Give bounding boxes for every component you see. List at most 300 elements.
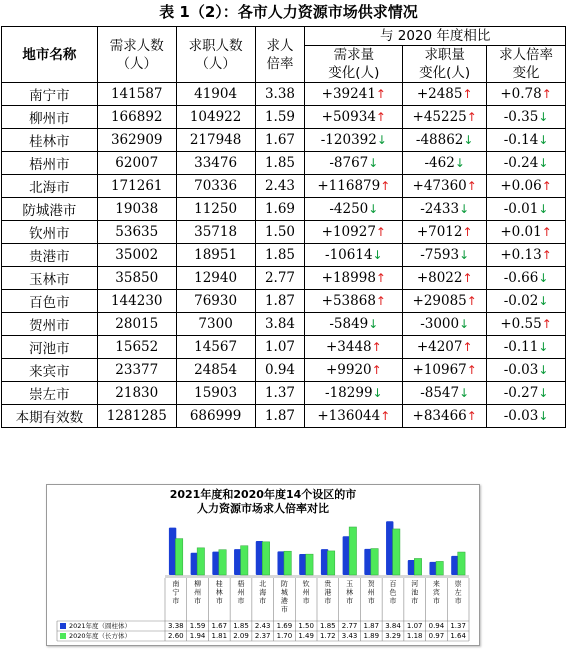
cell-value: 1.37 <box>264 385 295 401</box>
cell-value: 1.87 <box>264 293 295 309</box>
cell-s-change <box>403 336 487 359</box>
value-label-2020: 1.94 <box>189 632 206 640</box>
cell-value: 362909 <box>110 132 163 148</box>
cell-value: +83466 <box>412 408 467 424</box>
cell-value: 18951 <box>194 247 238 263</box>
cell-value: 北海市 <box>29 180 70 196</box>
cell-value: -2433 <box>420 201 460 217</box>
cell-value: 1.87 <box>264 408 295 424</box>
cell-supply <box>176 244 255 267</box>
cell-city <box>2 152 98 175</box>
arrow-down-icon: ↓ <box>538 363 549 377</box>
value-label-2021: 1.67 <box>211 622 228 630</box>
cell-supply <box>176 382 255 405</box>
cell-demand <box>97 405 176 428</box>
cell-demand <box>97 290 176 313</box>
cell-value: +0.13 <box>500 247 542 263</box>
bar-2020 <box>262 542 269 575</box>
cell-value: 171261 <box>110 178 163 194</box>
value-label-2020: 3.29 <box>385 632 401 640</box>
category-label-char: 市 <box>389 597 397 605</box>
arrow-up-icon: ↑ <box>541 225 552 239</box>
cell-ratio <box>255 405 305 428</box>
cell-city <box>2 405 98 428</box>
arrow-down-icon: ↓ <box>538 156 549 170</box>
cell-demand <box>97 152 176 175</box>
cell-value: 1.50 <box>264 224 295 240</box>
cell-value: +116879 <box>317 178 381 194</box>
arrow-up-icon: ↑ <box>541 317 552 331</box>
category-label-char: 色 <box>389 588 397 597</box>
cell-value: +7012 <box>416 224 463 240</box>
arrow-up-icon: ↑ <box>466 409 477 423</box>
cell-s-change <box>403 175 487 198</box>
value-label-2021: 1.50 <box>298 622 314 630</box>
category-label-char: 宁 <box>172 588 180 597</box>
cell-demand <box>97 175 176 198</box>
value-label-2020: 1.81 <box>211 632 228 640</box>
cell-s-change <box>403 359 487 382</box>
cell-r-change <box>487 221 566 244</box>
arrow-up-icon: ↑ <box>466 363 477 377</box>
cell-value: 33476 <box>194 155 238 171</box>
cell-value: 62007 <box>115 155 159 171</box>
table-body <box>2 83 566 428</box>
bar-2020 <box>349 527 356 575</box>
cell-demand <box>97 359 176 382</box>
table-row <box>2 313 566 336</box>
cell-d-change <box>305 359 403 382</box>
arrow-up-icon: ↑ <box>466 179 477 193</box>
category-label-char: 州 <box>237 588 245 597</box>
cell-city <box>2 244 98 267</box>
category-label-char: 防 <box>280 580 288 588</box>
cell-value: +53868 <box>321 293 376 309</box>
value-label-2020: 1.89 <box>363 632 380 640</box>
legend-label-2020: 2020年度（长方体） <box>69 632 132 640</box>
category-label-char: 钦 <box>302 580 310 588</box>
cell-ratio <box>255 382 305 405</box>
cell-value: +0.78 <box>500 86 542 102</box>
cell-value: 1.85 <box>264 155 295 171</box>
value-label-2021: 2.77 <box>341 622 358 630</box>
value-label-2020: 0.97 <box>428 632 445 640</box>
cell-value: -4250 <box>329 201 369 217</box>
cell-value: -0.11 <box>503 339 539 355</box>
cell-supply <box>176 336 255 359</box>
cell-d-change <box>305 405 403 428</box>
col-header-ratio-l2: 倍率 <box>266 55 294 72</box>
arrow-up-icon: ↑ <box>466 110 477 124</box>
category-label-char: 崇 <box>454 580 462 588</box>
cell-value: 2.77 <box>264 270 295 286</box>
supply-demand-table <box>1 26 566 428</box>
value-label-2021: 1.07 <box>406 622 423 630</box>
cell-value: 1.67 <box>264 132 295 148</box>
arrow-up-icon: ↑ <box>371 340 382 354</box>
arrow-up-icon: ↑ <box>541 248 552 262</box>
value-label-2021: 1.87 <box>363 622 380 630</box>
arrow-down-icon: ↓ <box>368 156 379 170</box>
cell-s-change <box>403 405 487 428</box>
cell-value: 1.69 <box>264 201 295 217</box>
value-label-2020: 2.60 <box>168 632 184 640</box>
cell-r-change <box>487 152 566 175</box>
table-row <box>2 290 566 313</box>
category-label-char: 左 <box>454 588 462 597</box>
category-label-char: 市 <box>259 597 267 605</box>
bar-2020 <box>327 551 334 575</box>
cell-value: -0.27 <box>503 385 539 401</box>
col-header-demand <box>97 27 176 83</box>
cell-ratio <box>255 152 305 175</box>
cell-supply <box>176 106 255 129</box>
cell-supply <box>176 83 255 106</box>
cell-r-change <box>487 106 566 129</box>
cell-value: +9920 <box>325 362 372 378</box>
cell-value: +8022 <box>416 270 463 286</box>
arrow-down-icon: ↓ <box>459 317 470 331</box>
ratio-comparison-chart <box>46 484 480 646</box>
arrow-up-icon: ↑ <box>466 294 477 308</box>
category-label-char: 来 <box>432 580 440 588</box>
cell-city <box>2 382 98 405</box>
cell-demand <box>97 267 176 290</box>
cell-value: 崇左市 <box>29 387 70 403</box>
cell-d-change <box>305 336 403 359</box>
cell-value: 钦州市 <box>29 226 70 242</box>
cell-demand <box>97 83 176 106</box>
cell-value: 1.85 <box>264 247 295 263</box>
cell-value: 14567 <box>194 339 238 355</box>
cell-value: 76930 <box>194 293 238 309</box>
bar-2020 <box>284 551 291 575</box>
cell-r-change <box>487 267 566 290</box>
arrow-up-icon: ↑ <box>380 409 391 423</box>
cell-d-change <box>305 313 403 336</box>
cell-value: 百色市 <box>29 295 70 311</box>
cell-supply <box>176 129 255 152</box>
cell-value: +0.06 <box>500 178 542 194</box>
col-header-r-change-l1: 求人倍率 <box>499 47 554 63</box>
bar-2020 <box>371 549 378 575</box>
bar-2020 <box>175 539 182 575</box>
cell-r-change <box>487 175 566 198</box>
cell-r-change <box>487 83 566 106</box>
cell-value: 28015 <box>115 316 159 332</box>
cell-value: +50934 <box>321 109 376 125</box>
col-group-header: 与 2020 年度相比 <box>305 27 566 46</box>
legend-swatch-2020 <box>60 633 66 639</box>
cell-value: -0.66 <box>503 270 539 286</box>
value-label-2021: 1.85 <box>320 622 336 630</box>
arrow-down-icon: ↓ <box>538 110 549 124</box>
cell-r-change <box>487 244 566 267</box>
cell-ratio <box>255 221 305 244</box>
cell-supply <box>176 405 255 428</box>
arrow-up-icon: ↑ <box>541 179 552 193</box>
cell-value: +45225 <box>412 109 467 125</box>
cell-city <box>2 267 98 290</box>
arrow-down-icon: ↓ <box>459 386 470 400</box>
cell-ratio <box>255 198 305 221</box>
category-label-char: 市 <box>194 597 202 605</box>
value-label-2021: 1.59 <box>189 622 206 630</box>
value-label-2021: 1.85 <box>233 622 249 630</box>
cell-city <box>2 290 98 313</box>
value-label-2020: 2.09 <box>233 632 249 640</box>
value-label-2021: 2.43 <box>254 622 271 630</box>
category-label-char: 池 <box>411 588 419 597</box>
chart-floor <box>165 575 469 578</box>
table-row <box>2 83 566 106</box>
legend-swatch-2021 <box>60 623 66 629</box>
cell-r-change <box>487 405 566 428</box>
cell-demand <box>97 221 176 244</box>
cell-supply <box>176 221 255 244</box>
col-header-supply <box>176 27 255 83</box>
page-title: 表 1（2）：各市人力资源市场供求情况 <box>159 3 418 21</box>
cell-value: +10927 <box>321 224 376 240</box>
category-label-char: 州 <box>367 588 375 597</box>
chart-title-line2: 人力资源市场求人倍率对比 <box>197 502 329 515</box>
category-label-char: 梧 <box>237 580 245 588</box>
cell-value: -462 <box>424 155 455 171</box>
category-label-char: 河 <box>411 580 419 588</box>
cell-value: 桂林市 <box>29 134 70 150</box>
cell-city <box>2 336 98 359</box>
col-header-ratio <box>255 27 305 83</box>
category-label-char: 港 <box>280 597 288 605</box>
cell-value: +136044 <box>317 408 381 424</box>
cell-ratio <box>255 359 305 382</box>
col-header-d-change-l1: 需求量 <box>333 47 375 63</box>
category-label-char: 城 <box>280 588 288 597</box>
cell-value: -8767 <box>329 155 369 171</box>
category-label-char: 市 <box>367 597 375 605</box>
cell-demand <box>97 244 176 267</box>
cell-value: 21830 <box>115 385 159 401</box>
table-row <box>2 382 566 405</box>
cell-value: 19038 <box>115 201 159 217</box>
table-row <box>2 336 566 359</box>
cell-s-change <box>403 129 487 152</box>
cell-value: -8547 <box>420 385 460 401</box>
arrow-up-icon: ↑ <box>541 87 552 101</box>
cell-s-change <box>403 106 487 129</box>
value-label-2021: 1.69 <box>276 622 293 630</box>
category-label-char: 海 <box>259 588 267 597</box>
category-label-char: 贺 <box>367 580 375 588</box>
cell-value: 贵港市 <box>29 249 70 265</box>
cell-value: -48862 <box>415 132 464 148</box>
arrow-down-icon: ↓ <box>368 317 379 331</box>
cell-supply <box>176 198 255 221</box>
cell-d-change <box>305 267 403 290</box>
cell-value: 1281285 <box>106 408 167 424</box>
cell-ratio <box>255 244 305 267</box>
cell-value: 53635 <box>115 224 159 240</box>
arrow-up-icon: ↑ <box>462 340 473 354</box>
cell-ratio <box>255 336 305 359</box>
cell-supply <box>176 359 255 382</box>
cell-value: 防城港市 <box>22 203 77 219</box>
cell-s-change <box>403 313 487 336</box>
category-label-char: 百 <box>389 580 397 588</box>
table-row <box>2 198 566 221</box>
cell-value: 70336 <box>194 178 238 194</box>
bar-2020 <box>436 561 443 575</box>
arrow-up-icon: ↑ <box>462 87 473 101</box>
category-label-char: 市 <box>346 597 354 605</box>
cell-r-change <box>487 359 566 382</box>
cell-demand <box>97 198 176 221</box>
cell-value: 686999 <box>189 408 242 424</box>
category-label-char: 市 <box>432 597 440 605</box>
cell-supply <box>176 313 255 336</box>
arrow-down-icon: ↓ <box>459 248 470 262</box>
cell-demand <box>97 382 176 405</box>
cell-demand <box>97 313 176 336</box>
cell-value: +4207 <box>416 339 463 355</box>
cell-d-change <box>305 382 403 405</box>
cell-value: +39241 <box>321 86 376 102</box>
bar-2020 <box>197 548 204 575</box>
col-header-s-change-l1: 求职量 <box>424 47 465 63</box>
cell-city <box>2 175 98 198</box>
cell-city <box>2 106 98 129</box>
cell-value: +0.55 <box>500 316 542 332</box>
cell-value: -10614 <box>325 247 373 263</box>
cell-value: +10967 <box>412 362 467 378</box>
col-header-d-change <box>305 46 403 83</box>
category-label-char: 宾 <box>432 588 440 597</box>
cell-d-change <box>305 129 403 152</box>
bar-2020 <box>414 558 421 575</box>
col-header-ratio-l1: 求人 <box>266 37 294 54</box>
category-label-char: 北 <box>259 580 267 588</box>
cell-ratio <box>255 129 305 152</box>
cell-value: 12940 <box>194 270 238 286</box>
cell-value: 柳州市 <box>29 111 70 127</box>
table-row <box>2 405 566 428</box>
category-label-char: 贵 <box>324 580 332 588</box>
value-label-2021: 3.38 <box>168 622 184 630</box>
cell-ratio <box>255 106 305 129</box>
col-header-supply-l2: （人） <box>195 55 236 72</box>
cell-value: 河池市 <box>29 341 70 357</box>
value-label-2020: 1.72 <box>320 632 336 640</box>
cell-d-change <box>305 175 403 198</box>
table-row <box>2 129 566 152</box>
cell-s-change <box>403 221 487 244</box>
cell-value: 2.43 <box>264 178 295 194</box>
category-label-char: 市 <box>302 597 310 605</box>
arrow-down-icon: ↓ <box>538 409 549 423</box>
arrow-down-icon: ↓ <box>538 271 549 285</box>
cell-d-change <box>305 290 403 313</box>
cell-ratio <box>255 290 305 313</box>
arrow-up-icon: ↑ <box>375 225 386 239</box>
legend-label-2021: 2021年度（圆柱体） <box>69 622 132 630</box>
table-row <box>2 244 566 267</box>
cell-value: -0.01 <box>503 201 539 217</box>
cell-d-change <box>305 106 403 129</box>
cell-ratio <box>255 313 305 336</box>
cell-value: +2485 <box>416 86 463 102</box>
value-label-2020: 1.49 <box>298 632 314 640</box>
cell-value: 144230 <box>110 293 163 309</box>
cell-value: +0.01 <box>500 224 542 240</box>
cell-value: 玉林市 <box>29 272 70 288</box>
cell-city <box>2 359 98 382</box>
arrow-up-icon: ↑ <box>462 225 473 239</box>
col-header-s-change-l2: 变化(人) <box>419 65 471 81</box>
arrow-down-icon: ↓ <box>459 202 470 216</box>
table-row <box>2 106 566 129</box>
cell-value: 15652 <box>115 339 159 355</box>
cell-value: 来宾市 <box>29 364 70 380</box>
col-header-r-change-l2: 变化 <box>512 65 540 81</box>
cell-value: 梧州市 <box>29 157 70 173</box>
cell-city <box>2 198 98 221</box>
arrow-down-icon: ↓ <box>538 202 549 216</box>
category-label-char: 州 <box>194 588 202 597</box>
cell-r-change <box>487 290 566 313</box>
col-header-demand-l1: 需求人数 <box>109 37 164 54</box>
col-header-demand-l2: （人） <box>116 55 157 72</box>
cell-supply <box>176 267 255 290</box>
cell-value: -0.35 <box>503 109 539 125</box>
category-label-char: 林 <box>215 588 223 597</box>
bar-2020 <box>306 554 313 575</box>
arrow-down-icon: ↓ <box>538 340 549 354</box>
cell-value: 本期有效数 <box>15 410 84 426</box>
cell-demand <box>97 129 176 152</box>
category-label-char: 桂 <box>215 580 223 588</box>
cell-value: 104922 <box>189 109 242 125</box>
bar-2020 <box>458 552 465 575</box>
bar-2020 <box>393 529 400 575</box>
cell-value: +29085 <box>412 293 467 309</box>
category-label-char: 市 <box>324 597 332 605</box>
cell-value: +18998 <box>321 270 376 286</box>
arrow-up-icon: ↑ <box>371 363 382 377</box>
cell-value: 23377 <box>115 362 159 378</box>
cell-s-change <box>403 382 487 405</box>
cell-value: 3.84 <box>264 316 295 332</box>
cell-value: 35850 <box>115 270 159 286</box>
cell-ratio <box>255 267 305 290</box>
value-label-2021: 1.37 <box>450 622 466 630</box>
table-row <box>2 152 566 175</box>
cell-r-change <box>487 313 566 336</box>
cell-value: -3000 <box>420 316 460 332</box>
arrow-down-icon: ↓ <box>538 386 549 400</box>
arrow-down-icon: ↓ <box>538 294 549 308</box>
cell-city <box>2 221 98 244</box>
category-label-char: 市 <box>172 597 180 605</box>
value-label-2020: 1.70 <box>276 632 293 640</box>
arrow-up-icon: ↑ <box>462 271 473 285</box>
cell-supply <box>176 290 255 313</box>
cell-r-change <box>487 129 566 152</box>
value-label-2020: 1.64 <box>450 632 466 640</box>
arrow-up-icon: ↑ <box>375 294 386 308</box>
cell-value: 35718 <box>194 224 238 240</box>
chart-plot <box>47 517 479 643</box>
cell-value: 贺州市 <box>29 318 70 334</box>
